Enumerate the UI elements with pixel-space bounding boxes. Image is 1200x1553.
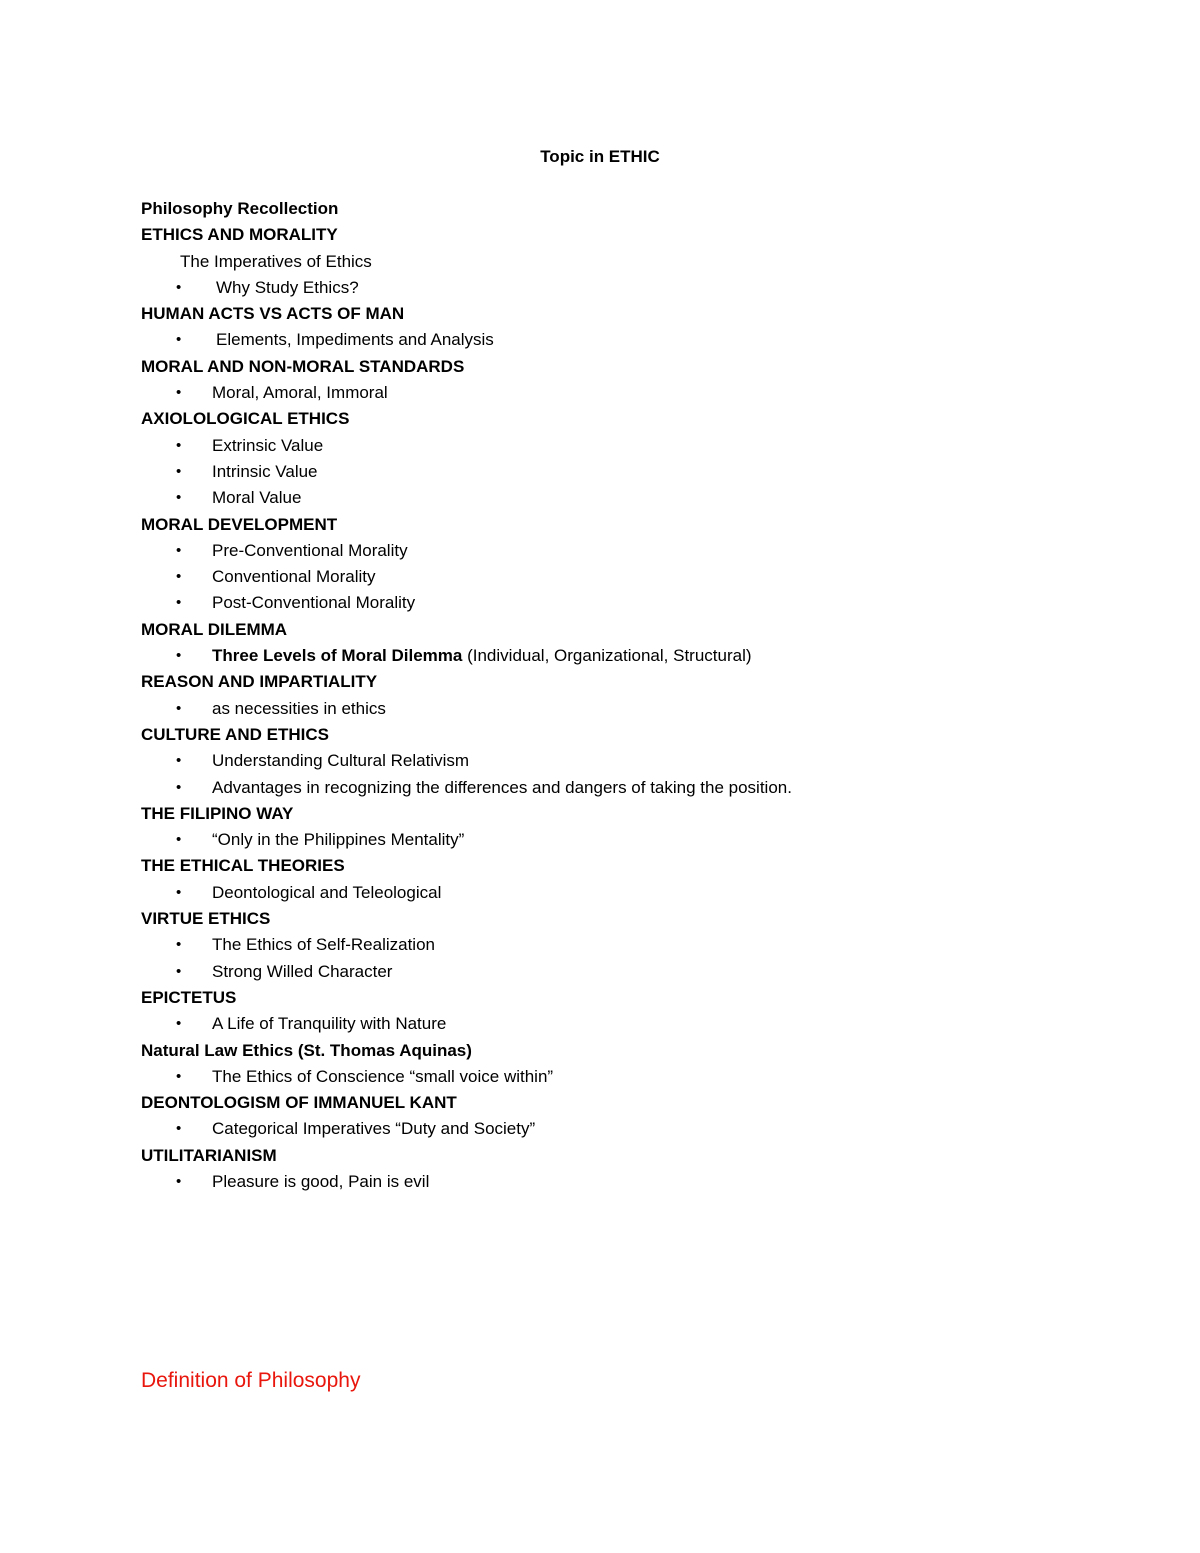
bullet-icon: • — [176, 1172, 182, 1190]
bullet-text: Moral Value — [212, 488, 302, 508]
bullet-icon: • — [176, 1015, 182, 1033]
bullet-icon: • — [176, 831, 182, 849]
bullet-icon: • — [176, 778, 182, 796]
bullet-text: The Ethics of Conscience “small voice within” — [212, 1066, 554, 1086]
bullet-text: Conventional Morality — [212, 567, 376, 587]
outline-heading: MORAL DEVELOPMENT — [141, 514, 338, 534]
outline-bullet-item — [141, 932, 1141, 958]
outline-bullet-item — [141, 827, 1141, 853]
bullet-icon: • — [176, 436, 182, 454]
outline-heading: THE ETHICAL THEORIES — [141, 856, 345, 876]
bullet-text: Pleasure is good, Pain is evil — [212, 1171, 430, 1191]
topic-outline — [141, 196, 1141, 1195]
bullet-text: (Individual, Organizational, Structural) — [462, 646, 752, 666]
outline-bullet-item — [141, 433, 1141, 459]
outline-bullet-item — [141, 880, 1141, 906]
bullet-text: A Life of Tranquility with Nature — [212, 1014, 447, 1034]
bullet-icon: • — [176, 541, 182, 559]
bullet-text: Moral, Amoral, Immoral — [212, 383, 388, 403]
bullet-text: Understanding Cultural Relativism — [212, 751, 470, 771]
outline-bullet-item — [141, 538, 1141, 564]
bullet-text: Strong Willed Character — [212, 961, 393, 981]
bullet-icon: • — [176, 462, 182, 480]
document-title: Topic in ETHIC — [540, 147, 660, 166]
outline-heading: CULTURE AND ETHICS — [141, 724, 329, 744]
outline-bullet-item — [141, 459, 1141, 485]
bullet-icon: • — [176, 331, 182, 349]
bullet-text: Extrinsic Value — [212, 435, 324, 455]
outline-bullet-item — [141, 1169, 1141, 1195]
outline-bullet-item — [141, 327, 1141, 353]
bullet-icon: • — [176, 883, 182, 901]
bullet-icon: • — [176, 936, 182, 954]
section-heading: Definition of Philosophy — [141, 1369, 361, 1392]
outline-bullet-item — [141, 590, 1141, 616]
bullet-icon: • — [176, 489, 182, 507]
bullet-text: Categorical Imperatives “Duty and Society” — [212, 1119, 536, 1139]
bullet-text: “Only in the Philippines Mentality” — [212, 830, 465, 850]
outline-bullet-item — [141, 775, 1141, 801]
bullet-text: as necessities in ethics — [212, 698, 386, 718]
outline-bullet-item — [141, 564, 1141, 590]
outline-heading: AXIOLOLOGICAL ETHICS — [141, 409, 350, 429]
bullet-text: Why Study Ethics? — [216, 277, 359, 297]
outline-bullet-item — [141, 1011, 1141, 1037]
outline-heading: Philosophy Recollection — [141, 199, 339, 218]
bullet-text: The Ethics of Self-Realization — [212, 935, 435, 955]
outline-bullet-item — [141, 485, 1141, 511]
outline-heading: Natural Law Ethics (St. Thomas Aquinas) — [141, 1040, 472, 1060]
bullet-text-bold: Three Levels of Moral Dilemma — [212, 646, 463, 666]
outline-heading: UTILITARIANISM — [141, 1145, 277, 1165]
bullet-icon: • — [176, 699, 182, 717]
outline-heading: DEONTOLOGISM OF IMMANUEL KANT — [141, 1093, 457, 1113]
bullet-icon: • — [176, 1067, 182, 1085]
outline-heading: EPICTETUS — [141, 987, 237, 1007]
outline-heading: MORAL AND NON-MORAL STANDARDS — [141, 356, 465, 376]
bullet-icon: • — [176, 962, 182, 980]
bullet-icon: • — [176, 278, 182, 296]
bullet-text: Advantages in recognizing the differences and dangers of taking the position. — [212, 777, 792, 797]
outline-bullet-item — [141, 1116, 1141, 1142]
outline-heading: VIRTUE ETHICS — [141, 909, 271, 929]
bullet-icon: • — [176, 594, 182, 612]
outline-heading: THE FILIPINO WAY — [141, 803, 294, 823]
outline-bullet-item — [141, 275, 1141, 301]
outline-heading: ETHICS AND MORALITY — [141, 225, 338, 245]
bullet-text: Post-Conventional Morality — [212, 593, 416, 613]
outline-bullet-item — [141, 696, 1141, 722]
outline-heading: MORAL DILEMMA — [141, 619, 288, 639]
bullet-icon: • — [176, 568, 182, 586]
bullet-text: Intrinsic Value — [212, 461, 318, 481]
outline-bullet-item — [141, 959, 1141, 985]
outline-heading: HUMAN ACTS VS ACTS OF MAN — [141, 304, 405, 324]
bullet-icon: • — [176, 384, 182, 402]
bullet-text: Pre-Conventional Morality — [212, 540, 408, 560]
outline-bullet-item — [141, 748, 1141, 774]
outline-heading: REASON AND IMPARTIALITY — [141, 672, 378, 692]
bullet-icon: • — [176, 1120, 182, 1138]
bullet-text: Elements, Impediments and Analysis — [216, 330, 494, 350]
outline-bullet-item — [141, 1064, 1141, 1090]
outline-bullet-item — [141, 643, 1141, 669]
bullet-icon: • — [176, 647, 182, 665]
outline-bullet-item — [141, 380, 1141, 406]
bullet-icon: • — [176, 752, 182, 770]
outline-subheading: The Imperatives of Ethics — [180, 251, 372, 271]
bullet-text: Deontological and Teleological — [212, 882, 442, 902]
